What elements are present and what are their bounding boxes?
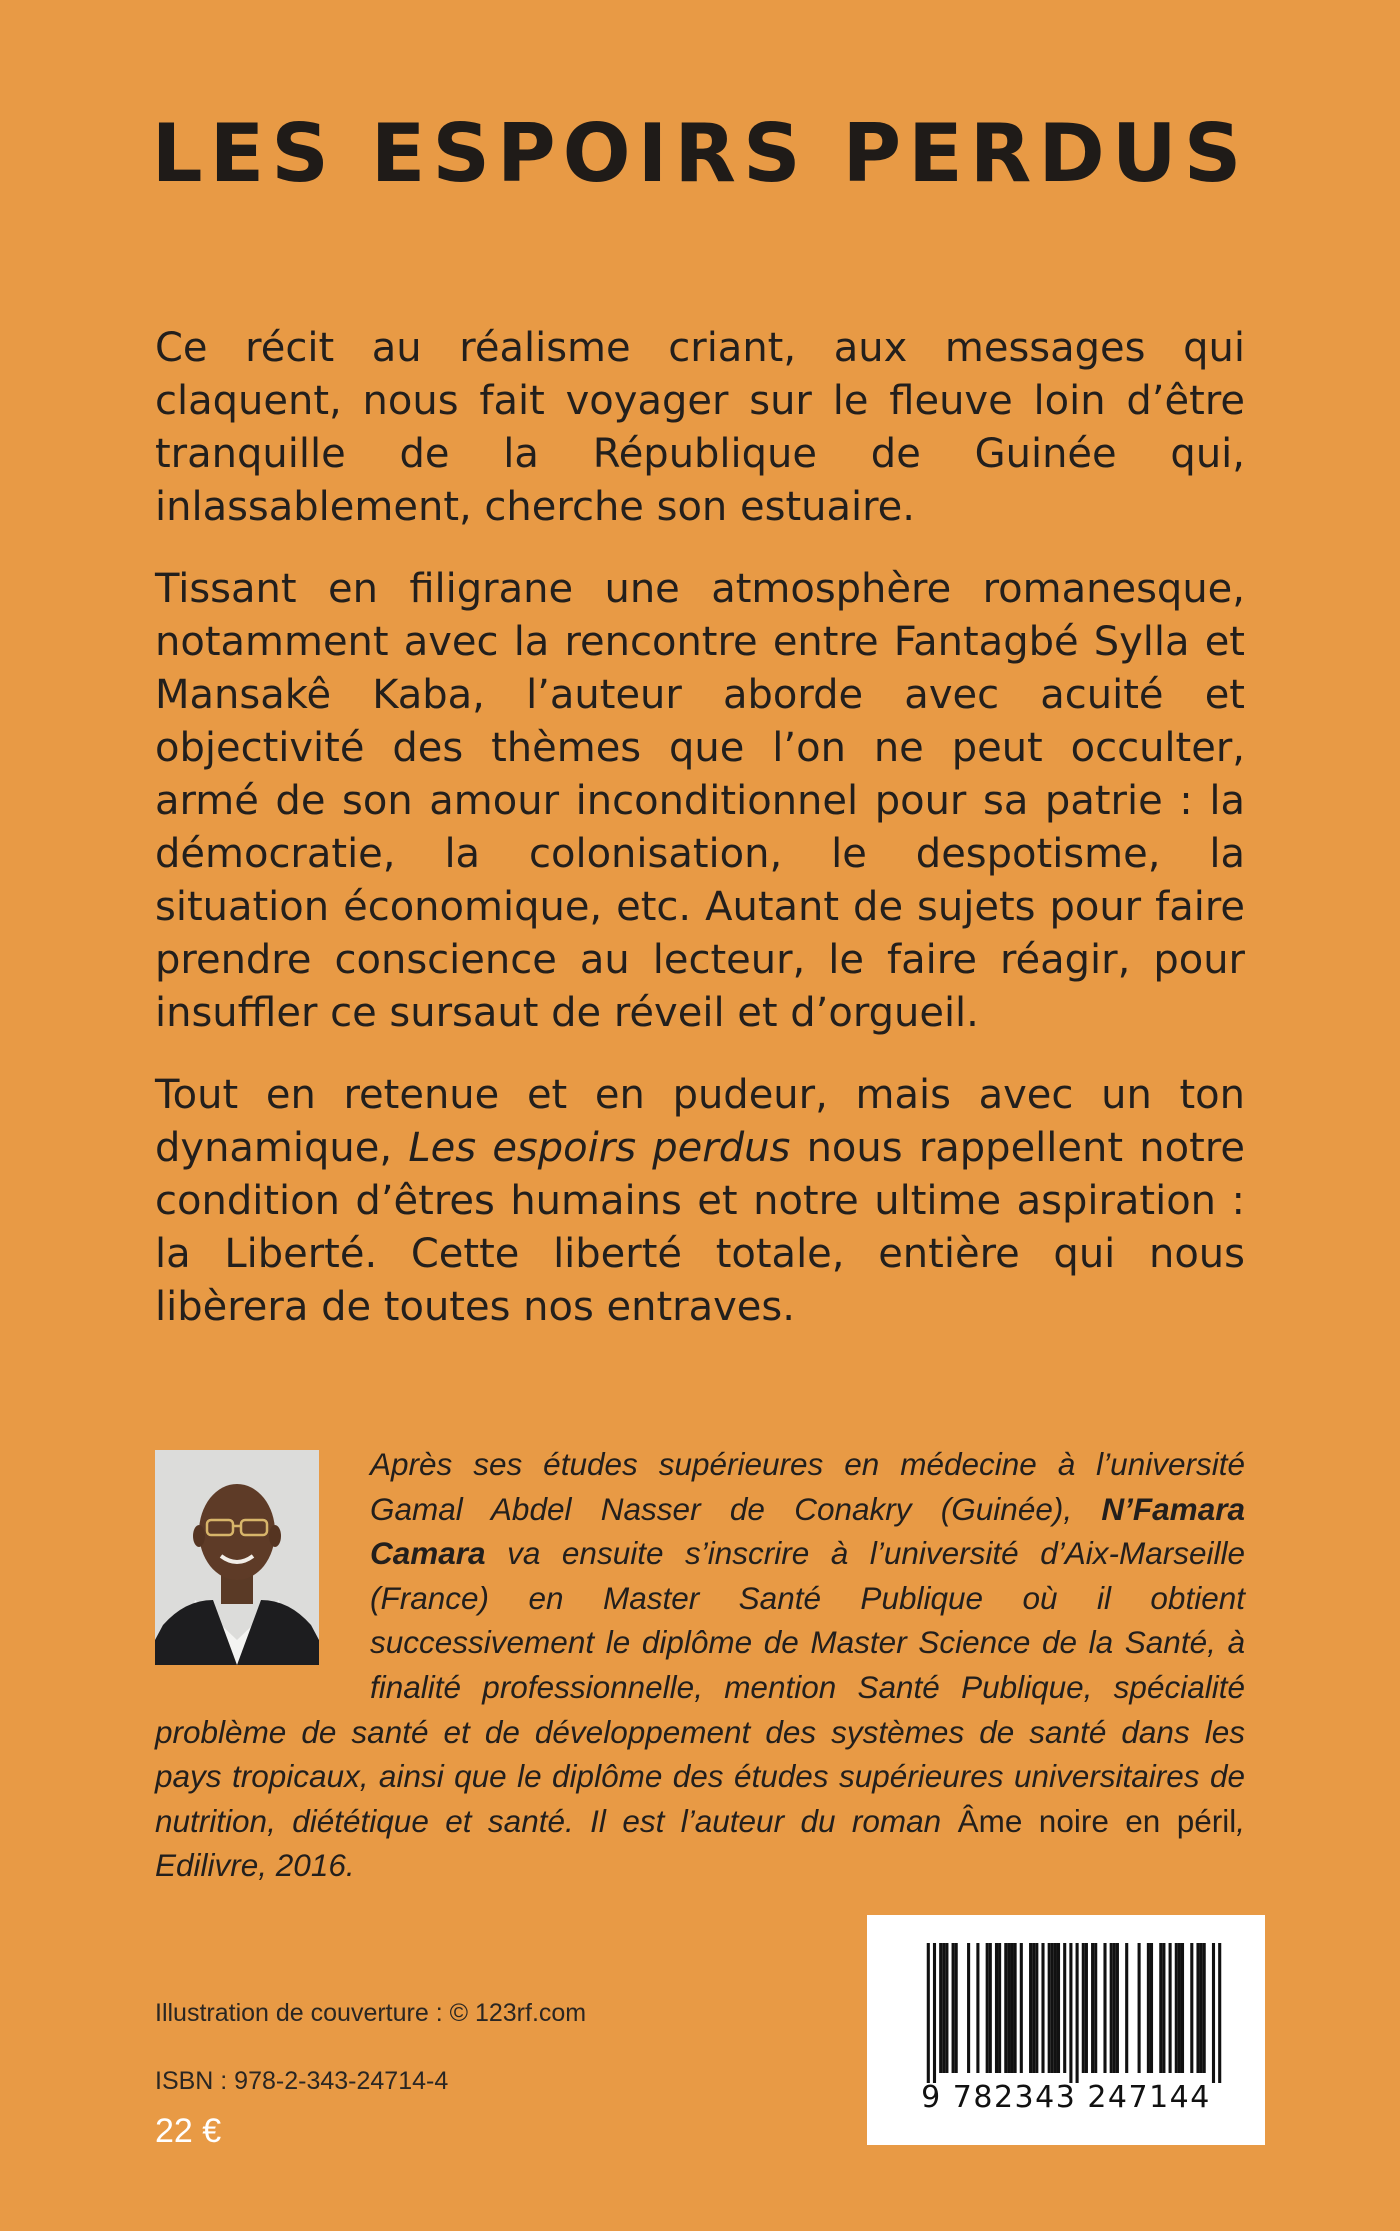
barcode-bar — [939, 1943, 942, 2073]
barcode-bar — [1032, 1943, 1035, 2073]
barcode-bar — [1138, 1943, 1141, 2073]
barcode-bar — [1048, 1943, 1051, 2073]
bio-text-middle: va ensuite s’inscrire à l’université d’Aix-Marseille (France) en Master Santé Publique où il obtient successivement le diplôme de Master Science de la Santé, à finalité professionnelle, mention Santé Publique, spécialité problème de santé et de développement des systèmes de santé dans les pays tropicaux, ainsi que le diplôme des études supérieures universitaires de nutrition, diététique et santé. Il est l’auteur du roman — [155, 1535, 1245, 1839]
barcode-bar — [1169, 1943, 1172, 2073]
barcode-bar — [1212, 1943, 1215, 2083]
barcode-bar — [967, 1943, 970, 2073]
barcode-bar — [986, 1943, 989, 2073]
barcode-bar — [1041, 1943, 1044, 2073]
barcode — [867, 1915, 1265, 2145]
barcode-bar — [1091, 1943, 1094, 2073]
barcode-bar — [1029, 1943, 1032, 2073]
book-title: LES ESPOIRS PERDUS — [151, 107, 1249, 200]
barcode-bar — [976, 1943, 979, 2073]
author-biography — [155, 1442, 1245, 1888]
blurb-p3-book-title: Les espoirs perdus — [408, 1125, 791, 1171]
barcode-bar — [1014, 1943, 1017, 2073]
barcode-bar — [942, 1943, 945, 2073]
barcode-bar — [1069, 1943, 1072, 2083]
barcode-bar — [1147, 1943, 1150, 2073]
barcode-bar — [1010, 1943, 1013, 2073]
barcode-bar — [1085, 1943, 1088, 2073]
illustration-credit: Illustration de couverture : © 123rf.com — [155, 1999, 587, 2027]
price: 22 € — [155, 2112, 222, 2150]
barcode-bar — [1178, 1943, 1181, 2073]
blurb-p3-start: Tout en retenue et en pudeur, mais avec un ton dynamique, — [155, 1072, 1245, 1171]
bio-text-start: Après ses études supérieures en médecine à l’université Gamal Abdel Nasser de Conakry (Guinée), — [370, 1446, 1245, 1527]
barcode-bar — [1196, 1943, 1199, 2073]
barcode-bars — [867, 1915, 1265, 2085]
barcode-bar — [1035, 1943, 1038, 2073]
barcode-bar — [1162, 1943, 1165, 2073]
barcode-bar — [927, 1943, 930, 2083]
author-name: N’Famara Camara — [370, 1490, 1245, 1572]
blurb-paragraph-2: Tissant en filigrane une atmosphère romanesque, notamment avec la rencontre entre Fantagbé Sylla et Mansakê Kaba, l’auteur aborde avec acuité et objectivité des thèmes que l’on ne peut occulter, armé de son amour inconditionnel pour sa patrie : la démocratie, la colonisation, le despotisme, la situation économique, etc. Autant de sujets pour faire prendre conscience au lecteur, le faire réagir, pour insuffler ce sursaut de réveil et d’orgueil. — [155, 566, 1245, 1036]
barcode-bar — [1190, 1943, 1193, 2073]
barcode-bar — [989, 1943, 992, 2073]
barcode-bar — [1159, 1943, 1162, 2073]
barcode-bar — [1051, 1943, 1054, 2073]
barcode-bar — [1076, 1943, 1079, 2083]
back-cover-blurb — [155, 322, 1245, 1363]
barcode-bar — [955, 1943, 958, 2073]
barcode-bar — [1054, 1943, 1057, 2073]
barcode-bar — [1203, 1943, 1206, 2073]
blurb-paragraph-1: Ce récit au réalisme criant, aux messages qui claquent, nous fait voyager sur le fleuve loin d’être tranquille de la République de Guinée qui, inlassablement, cherche son estuaire. — [155, 325, 1245, 530]
bio-text-end: , Edilivre, 2016. — [155, 1802, 1245, 1884]
barcode-bar — [998, 1943, 1001, 2073]
blurb-p3-end: nous rappellent notre condition d’êtres humains et notre ultime aspiration : la Liberté. Cette liberté totale, entière qui nous libèrera de toutes nos entraves. — [155, 1125, 1245, 1330]
barcode-bar — [1082, 1943, 1085, 2073]
barcode-bar — [1057, 1943, 1060, 2073]
barcode-bar — [1218, 1943, 1221, 2083]
barcode-digits: 9 782343 247144 — [921, 2080, 1211, 2115]
barcode-bar — [1150, 1943, 1153, 2073]
barcode-bar — [995, 1943, 998, 2073]
barcode-bar — [1175, 1943, 1178, 2073]
barcode-bar — [1103, 1943, 1106, 2073]
barcode-bar — [1200, 1943, 1203, 2073]
barcode-bar — [1007, 1943, 1010, 2073]
barcode-bar — [1116, 1943, 1119, 2073]
barcode-bar — [1004, 1943, 1007, 2073]
barcode-bar — [933, 1943, 936, 2083]
barcode-bar — [1063, 1943, 1066, 2073]
photo-spacer — [155, 1442, 370, 1667]
barcode-bar — [1110, 1943, 1113, 2073]
isbn-line: ISBN : 978-2-343-24714-4 — [155, 2067, 449, 2095]
barcode-bar — [952, 1943, 955, 2073]
blurb-paragraph-3 — [155, 1069, 1245, 1334]
barcode-bar — [1113, 1943, 1116, 2073]
barcode-bar — [1125, 1943, 1128, 2073]
barcode-bar — [1181, 1943, 1184, 2073]
previous-book-title: Âme noire en péril — [957, 1802, 1237, 1839]
barcode-bar — [1020, 1943, 1023, 2073]
barcode-bar — [1094, 1943, 1097, 2073]
barcode-bar — [945, 1943, 948, 2073]
